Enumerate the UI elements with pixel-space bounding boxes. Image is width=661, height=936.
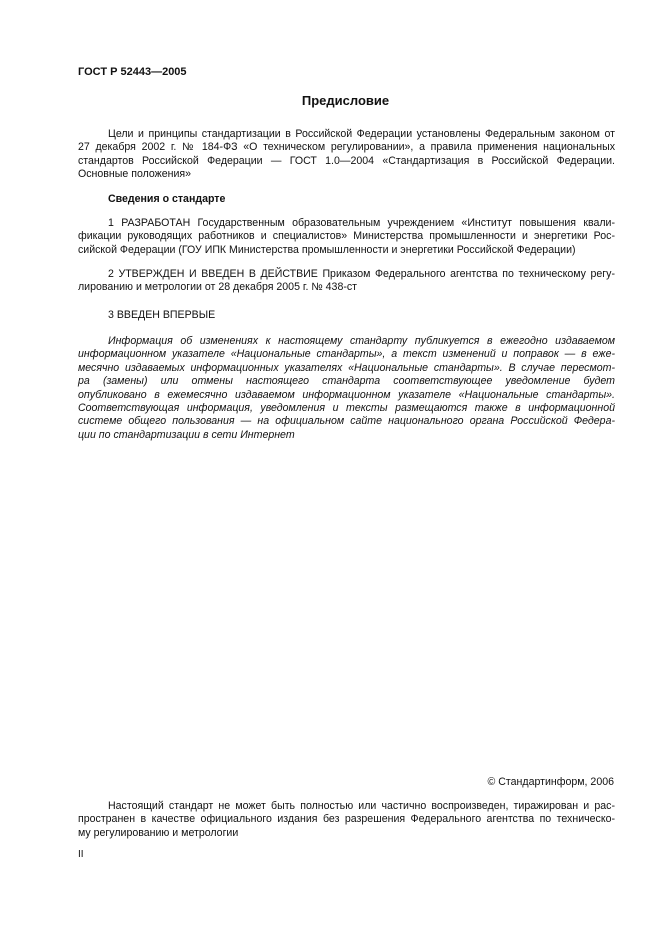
copyright-notice: © Стандартинформ, 2006 [487,776,614,788]
info-line: ции по стандартизации в сети Интернет [78,428,295,441]
intro-line: стандартов Российской Федерации — ГОСТ 1.0—2004 «Стандартизация в Российской Федерации. [78,154,615,167]
notice-line: му регулированию и метрологии [78,826,239,839]
intro-line: 27 декабря 2002 г. № 184-ФЗ «О техническом регулировании», а правила применения национальных [78,141,615,154]
info-line: информационном указателе «Национальные стандарты», а текст изменений и поправок — в ежe- [78,348,615,361]
item-1-line: сийской Федерации (ГОУ ИПК Министерства промышленности и энергетики Российской Федерации) [78,243,576,256]
info-line: месячно издаваемых информационных указателях «Национальные стандарты». В случае пересмот- [78,361,615,374]
info-line: системе общего пользования — на официальном сайте национального органа Российской Федера- [78,415,615,428]
info-line: опубликовано в ежемесячно издаваемом информационном указателе «Национальные стандарты». [78,388,615,401]
page-title: Предисловие [301,93,390,108]
intro-line: Основные положения» [78,168,192,181]
item-1-line: фикации руководящих работников и специалистов» Министерства промышленности и энергетики Рос- [78,230,615,243]
item-2-line: лированию и метрологии от 28 декабря 2005 г. № 438-ст [78,281,358,294]
item-1-paragraph [78,217,615,257]
info-line: Информация об изменениях к настоящему стандарту публикуется в ежегодно издаваемом [108,335,615,347]
notice-line: пространен в качестве официального издания без разрешения Федерального агентства по техническо- [78,813,615,826]
item-2-line: 2 УТВЕРЖДЕН И ВВЕДЕН В ДЕЙСТВИЕ Приказом Федерального агентства по техническому регу- [108,268,615,280]
intro-paragraph [78,128,615,182]
item-1-line: 1 РАЗРАБОТАН Государственным образовательным учреждением «Институт повышения квали- [108,217,615,229]
intro-line: Цели и принципы стандартизации в Российской Федерации установлены Федеральным законом от [108,128,615,140]
info-line: ра (замены) или отмены настоящего стандарта соответствующее уведомление будет [78,375,615,388]
item-2-paragraph [78,268,615,295]
info-paragraph [78,335,615,442]
standard-code-header: ГОСТ Р 52443—2005 [78,66,187,78]
item-3-text: 3 ВВЕДЕН ВПЕРВЫЕ [108,309,216,321]
about-standard-heading: Сведения о стандарте [108,193,226,205]
info-line: Соответствующая информация, уведомления и тексты размещаются также в информационной [78,402,615,415]
notice-line: Настоящий стандарт не может быть полностью или частично воспроизведен, тиражирован и рас- [108,800,615,812]
page-number: II [78,849,84,860]
reproduction-notice [78,800,615,840]
